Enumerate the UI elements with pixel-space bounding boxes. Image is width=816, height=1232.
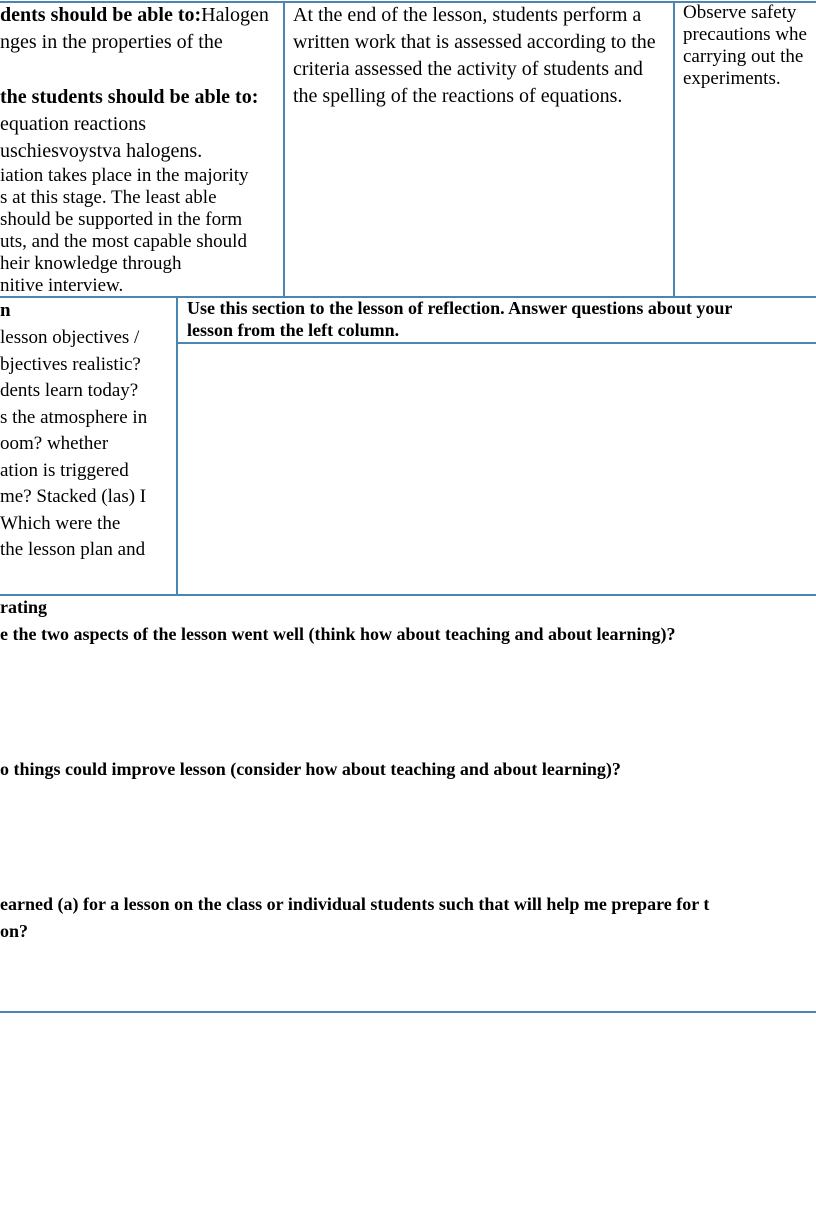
objectives-heading: dents should be able to: (0, 4, 202, 26)
assessment-line: criteria assessed the activity of students and (293, 58, 643, 80)
differentiation-line: iation takes place in the majority (0, 165, 249, 186)
safety-line: Observe safety (683, 2, 797, 23)
reflection-instructions-line: lesson from the left column. (187, 320, 400, 340)
assessment-line: At the end of the lesson, students perform a (293, 4, 642, 26)
summary-heading: rating (0, 597, 47, 617)
reflection-question-line: s the atmosphere in (0, 406, 148, 428)
safety-line: carrying out the (683, 46, 804, 67)
objectives-heading-line (0, 2, 269, 29)
reflection-question-line: dents learn today? (0, 380, 139, 401)
differentiation-line: nitive interview. (0, 275, 124, 296)
differentiation-line: s at this stage. The least able (0, 187, 217, 208)
safety-line: precautions whe (683, 24, 807, 45)
reflection-question-line: oom? whether (0, 433, 109, 454)
objectives-heading-tail: Halogen (201, 4, 269, 26)
reflection-question-line: me? Stacked (las) I (0, 486, 147, 507)
reflection-question-line: ation is triggered (0, 459, 129, 481)
reflection-instructions-line: Use this section to the lesson of reflection. Answer questions about your (187, 298, 733, 318)
reflection-heading-divider (177, 342, 816, 344)
column-divider-2 (673, 2, 675, 297)
safety-line: experiments. (683, 68, 781, 89)
differentiation-line: uschiesvoystva halogens. (0, 140, 203, 162)
differentiation-line: should be supported in the form (0, 209, 243, 230)
assessment-line: written work that is assessed according to the (293, 31, 656, 53)
reflection-left-heading: n (0, 300, 11, 321)
assessment-line: the spelling of the reactions of equations. (293, 85, 623, 107)
column-divider-1 (283, 2, 285, 297)
table-bottom-border (0, 1011, 816, 1013)
differentiation-line: heir knowledge through (0, 253, 182, 274)
summary-question-learned: earned (a) for a lesson on the class or individual students such that will help me prepare for t (0, 894, 710, 914)
reflection-question-line: Which were the (0, 512, 121, 534)
reflection-question-line: bjectives realistic? (0, 353, 141, 375)
differentiation-line: uts, and the most capable should (0, 231, 247, 252)
reflection-question-line: the lesson plan and (0, 539, 146, 560)
objectives-text-line: nges in the properties of the (0, 31, 223, 53)
summary-question-improve: o things could improve lesson (consider how about teaching and about learning)? (0, 759, 621, 779)
reflection-question-line: lesson objectives / (0, 327, 140, 348)
summary-question-went-well: e the two aspects of the lesson went well (think how about teaching and about learning)? (0, 624, 676, 644)
differentiation-heading: the students should be able to: (0, 86, 259, 108)
differentiation-line: equation reactions (0, 113, 147, 135)
summary-question-learned-tail: on? (0, 921, 29, 941)
row-divider-2 (0, 594, 816, 596)
